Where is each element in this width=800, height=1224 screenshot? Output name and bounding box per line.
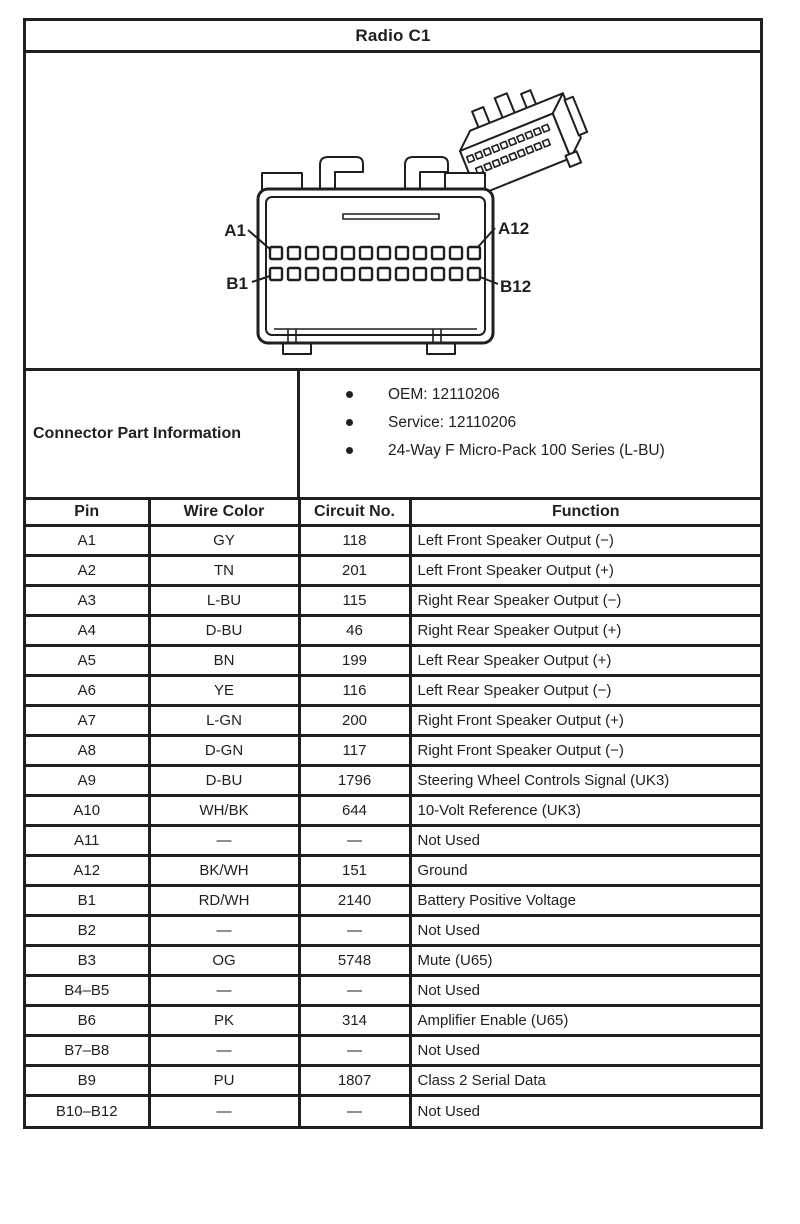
- table-row: [26, 1036, 760, 1066]
- wire-color-cell: D-BU: [149, 766, 299, 796]
- pin-cell: A11: [26, 826, 149, 856]
- function-cell: Left Front Speaker Output (+): [410, 556, 760, 586]
- function-cell: 10-Volt Reference (UK3): [410, 796, 760, 826]
- table-row: [26, 1066, 760, 1096]
- connector-diagram: [26, 53, 760, 371]
- table-row: [26, 526, 760, 556]
- function-cell: Left Front Speaker Output (−): [410, 526, 760, 556]
- wire-color-cell: BK/WH: [149, 856, 299, 886]
- function-cell: Battery Positive Voltage: [410, 886, 760, 916]
- table-row: [26, 826, 760, 856]
- table-row: [26, 616, 760, 646]
- column-header-circuit-no: Circuit No.: [299, 499, 410, 526]
- function-cell: Not Used: [410, 1096, 760, 1126]
- table-row: [26, 646, 760, 676]
- wire-color-cell: YE: [149, 676, 299, 706]
- pin-cell: B4–B5: [26, 976, 149, 1006]
- wire-color-cell: L-GN: [149, 706, 299, 736]
- wire-color-cell: —: [149, 826, 299, 856]
- table-row: [26, 946, 760, 976]
- function-cell: Right Rear Speaker Output (+): [410, 616, 760, 646]
- part-info-series: 24-Way F Micro-Pack 100 Series (L-BU): [388, 437, 760, 465]
- connector-part-info-details: [300, 371, 760, 497]
- wire-color-cell: BN: [149, 646, 299, 676]
- pin-cell: A3: [26, 586, 149, 616]
- pin-cell: A4: [26, 616, 149, 646]
- wire-color-cell: L-BU: [149, 586, 299, 616]
- pin-cell: B9: [26, 1066, 149, 1096]
- wire-color-cell: PU: [149, 1066, 299, 1096]
- circuit-no-cell: 200: [299, 706, 410, 736]
- function-cell: Amplifier Enable (U65): [410, 1006, 760, 1036]
- table-row: [26, 676, 760, 706]
- wire-color-cell: GY: [149, 526, 299, 556]
- circuit-no-cell: 116: [299, 676, 410, 706]
- table-row: [26, 916, 760, 946]
- wire-color-cell: WH/BK: [149, 796, 299, 826]
- pin-cell: B7–B8: [26, 1036, 149, 1066]
- wire-color-cell: OG: [149, 946, 299, 976]
- pin-cell: B2: [26, 916, 149, 946]
- circuit-no-cell: 199: [299, 646, 410, 676]
- pin-table: [26, 497, 760, 1126]
- circuit-no-cell: —: [299, 976, 410, 1006]
- pin-b12-label: B12: [500, 277, 532, 296]
- wire-color-cell: —: [149, 976, 299, 1006]
- connector-front-view: [224, 157, 531, 354]
- column-header-pin: Pin: [26, 499, 149, 526]
- connector-part-info-section: [26, 371, 760, 497]
- wire-color-cell: PK: [149, 1006, 299, 1036]
- wire-color-cell: —: [149, 916, 299, 946]
- circuit-no-cell: 314: [299, 1006, 410, 1036]
- table-row: [26, 736, 760, 766]
- circuit-no-cell: 644: [299, 796, 410, 826]
- circuit-no-cell: —: [299, 1036, 410, 1066]
- pin-a1-label: A1: [224, 221, 246, 240]
- pin-b1-label: B1: [226, 274, 248, 293]
- function-cell: Not Used: [410, 976, 760, 1006]
- radio-c1-panel: [23, 18, 763, 1129]
- function-cell: Left Rear Speaker Output (−): [410, 676, 760, 706]
- wire-color-cell: D-BU: [149, 616, 299, 646]
- function-cell: Not Used: [410, 916, 760, 946]
- part-info-oem: OEM: 12110206: [388, 381, 760, 409]
- wire-color-cell: D-GN: [149, 736, 299, 766]
- circuit-no-cell: 151: [299, 856, 410, 886]
- table-row: [26, 886, 760, 916]
- function-cell: Right Rear Speaker Output (−): [410, 586, 760, 616]
- table-row: [26, 706, 760, 736]
- circuit-no-cell: 117: [299, 736, 410, 766]
- circuit-no-cell: 115: [299, 586, 410, 616]
- pin-a12-label: A12: [498, 219, 530, 238]
- pin-cell: A9: [26, 766, 149, 796]
- pin-cell: A8: [26, 736, 149, 766]
- pin-cell: B6: [26, 1006, 149, 1036]
- function-cell: Ground: [410, 856, 760, 886]
- pin-cell: A5: [26, 646, 149, 676]
- pin-cell: B3: [26, 946, 149, 976]
- circuit-no-cell: 1807: [299, 1066, 410, 1096]
- circuit-no-cell: 1796: [299, 766, 410, 796]
- wire-color-cell: RD/WH: [149, 886, 299, 916]
- pin-cell: A7: [26, 706, 149, 736]
- pin-cell: A2: [26, 556, 149, 586]
- connector-diagram-svg: [26, 53, 760, 371]
- table-row: [26, 856, 760, 886]
- wire-color-cell: —: [149, 1096, 299, 1126]
- function-cell: Right Front Speaker Output (−): [410, 736, 760, 766]
- circuit-no-cell: 2140: [299, 886, 410, 916]
- table-row: [26, 586, 760, 616]
- connector-part-info-label: Connector Part Information: [26, 371, 300, 497]
- function-cell: Right Front Speaker Output (+): [410, 706, 760, 736]
- function-cell: Not Used: [410, 1036, 760, 1066]
- pin-cell: A1: [26, 526, 149, 556]
- circuit-no-cell: 118: [299, 526, 410, 556]
- part-info-service: Service: 12110206: [388, 409, 760, 437]
- circuit-no-cell: 5748: [299, 946, 410, 976]
- wire-color-cell: TN: [149, 556, 299, 586]
- function-cell: Left Rear Speaker Output (+): [410, 646, 760, 676]
- table-row: [26, 976, 760, 1006]
- circuit-no-cell: —: [299, 826, 410, 856]
- table-row: [26, 796, 760, 826]
- function-cell: Steering Wheel Controls Signal (UK3): [410, 766, 760, 796]
- column-header-function: Function: [410, 499, 760, 526]
- table-row: [26, 556, 760, 586]
- column-header-wire-color: Wire Color: [149, 499, 299, 526]
- table-row: [26, 766, 760, 796]
- circuit-no-cell: —: [299, 1096, 410, 1126]
- function-cell: Not Used: [410, 826, 760, 856]
- circuit-no-cell: —: [299, 916, 410, 946]
- function-cell: Mute (U65): [410, 946, 760, 976]
- pin-cell: B10–B12: [26, 1096, 149, 1126]
- function-cell: Class 2 Serial Data: [410, 1066, 760, 1096]
- pin-cell: A6: [26, 676, 149, 706]
- circuit-no-cell: 46: [299, 616, 410, 646]
- pin-cell: A12: [26, 856, 149, 886]
- table-header-row: [26, 499, 760, 526]
- table-row: [26, 1006, 760, 1036]
- pin-cell: A10: [26, 796, 149, 826]
- wire-color-cell: —: [149, 1036, 299, 1066]
- table-row: [26, 1096, 760, 1126]
- pin-cell: B1: [26, 886, 149, 916]
- connector-title: Radio C1: [26, 21, 760, 53]
- circuit-no-cell: 201: [299, 556, 410, 586]
